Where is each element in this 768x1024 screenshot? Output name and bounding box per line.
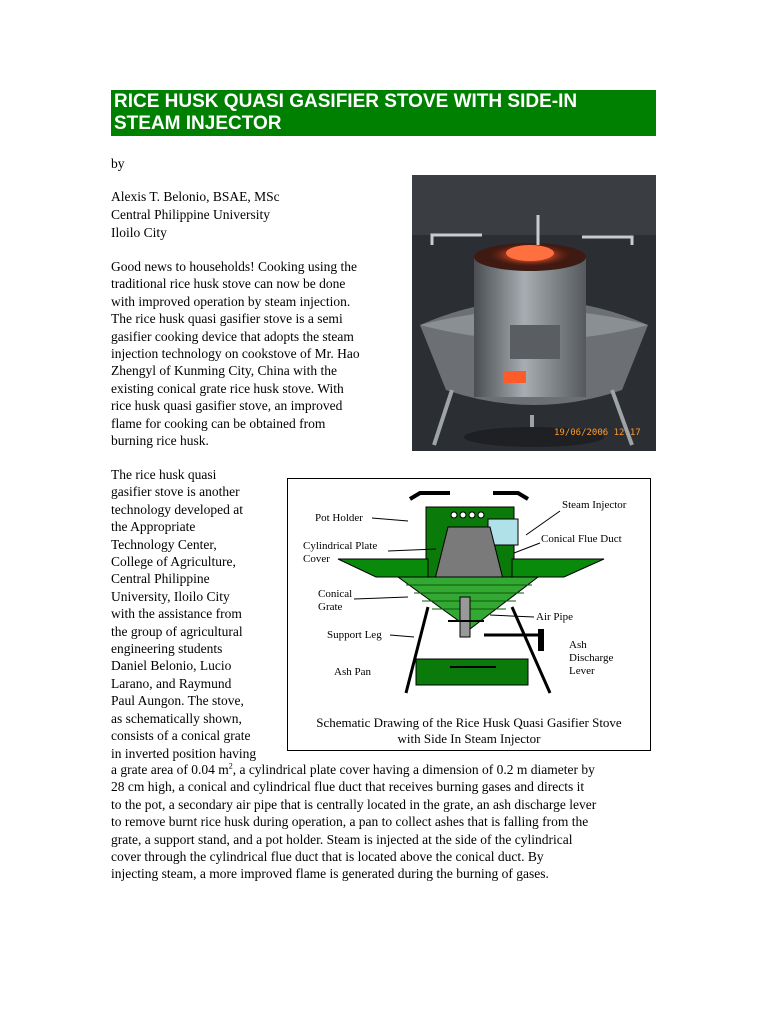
label-steam-injector: Steam Injector [562, 499, 627, 511]
superscript: 2 [228, 761, 233, 771]
label-line: Ash [569, 639, 587, 651]
label-line: Grate [318, 601, 343, 613]
label-cylindrical-plate-cover [303, 540, 377, 566]
text-line: rice husk quasi gasifier stove, an improved [111, 398, 343, 414]
schematic-figure [287, 478, 651, 751]
label-ash-discharge-lever [569, 639, 613, 678]
title-line-2: STEAM INJECTOR [114, 113, 282, 134]
text-line: Good news to households! Cooking using the [111, 259, 357, 274]
text-line [111, 761, 596, 778]
title-line-1: RICE HUSK QUASI GASIFIER STOVE WITH SIDE-IN [114, 91, 578, 112]
text-line: with improved operation by steam injection. [111, 293, 351, 309]
text-line: the group of agricultural [111, 623, 243, 639]
document-title [111, 90, 656, 136]
text-line: Zhengyl of Kunming City, China with the [111, 363, 337, 379]
text-line: 28 cm high, a conical and cylindrical flue duct that receives burning gases and directs it [111, 779, 585, 795]
author-affiliation: Central Philippine University [111, 207, 270, 222]
text-line: Technology Center, [111, 536, 217, 552]
paragraph-intro [111, 258, 360, 449]
label-line: Cover [303, 553, 330, 565]
photo-timestamp: 19/06/2006 12:17 [554, 428, 641, 438]
author-city: Iloilo City [111, 225, 167, 240]
label-line: Conical [318, 588, 353, 600]
label-conical-flue-duct: Conical Flue Duct [541, 533, 622, 545]
author-name: Alexis T. Belonio, BSAE, MSc [111, 189, 280, 204]
paragraph-description-wide [111, 761, 596, 883]
caption-line: Schematic Drawing of the Rice Husk Quasi Gasifier Stove [316, 715, 622, 730]
grate-area-suffix: , a cylindrical plate cover having a dimension of 0.2 m diameter by [232, 762, 595, 777]
text-line: technology developed at [111, 501, 243, 517]
label-line: Lever [569, 665, 595, 677]
text-line: Paul Aungon. The stove, [111, 693, 244, 709]
text-line: The rice husk quasi [111, 467, 217, 482]
paragraph-description-narrow [111, 466, 256, 762]
caption-line: with Side In Steam Injector [397, 731, 541, 746]
text-line: existing conical grate rice husk stove. With [111, 380, 344, 396]
text-line: gasifier stove is another [111, 484, 240, 500]
text-line: in inverted position having [111, 745, 257, 761]
stove-photo [412, 175, 656, 451]
text-line: as schematically shown, [111, 710, 242, 726]
label-line: Cylindrical Plate [303, 540, 378, 552]
text-line: grate, a support stand, and a pot holder. Steam is injected at the side of the cylindrical [111, 831, 573, 847]
text-line: Larano, and Raymund [111, 675, 232, 691]
text-line: The rice husk quasi gasifier stove is a semi [111, 311, 343, 327]
text-line: Central Philippine [111, 571, 210, 587]
label-ash-pan: Ash Pan [334, 666, 371, 678]
text-line: burning rice husk. [111, 433, 209, 449]
text-line: flame for cooking can be obtained from [111, 415, 326, 431]
text-line: College of Agriculture, [111, 554, 236, 570]
text-line: University, Iloilo City [111, 588, 230, 604]
text-line: injection technology on cookstove of Mr. Hao [111, 346, 360, 362]
label-line: Discharge [569, 652, 614, 664]
figure-caption [288, 715, 650, 747]
byline: by [111, 156, 125, 171]
text-line: gasifier cooking device that adopts the steam [111, 328, 354, 344]
text-line: consists of a conical grate [111, 728, 251, 744]
label-air-pipe: Air Pipe [536, 611, 573, 623]
label-conical-grate [318, 588, 352, 614]
text-line: cover through the cylindrical flue duct that is located above the conical duct. By [111, 849, 544, 865]
grate-area-prefix: a grate area of 0.04 m [111, 762, 229, 777]
text-line: engineering students [111, 641, 223, 657]
text-line: to remove burnt rice husk during operation, a pan to collect ashes that is falling from the [111, 814, 589, 830]
label-pot-holder: Pot Holder [315, 512, 363, 524]
text-line: injecting steam, a more improved flame is generated during the burning of gases. [111, 866, 549, 882]
text-line: traditional rice husk stove can now be done [111, 276, 346, 292]
text-line: the Appropriate [111, 519, 196, 535]
text-line: with the assistance from [111, 606, 242, 622]
label-support-leg: Support Leg [327, 629, 382, 641]
text-line: Daniel Belonio, Lucio [111, 658, 232, 674]
text-line: to the pot, a secondary air pipe that is centrally located in the grate, an ash discharge lever [111, 796, 597, 812]
